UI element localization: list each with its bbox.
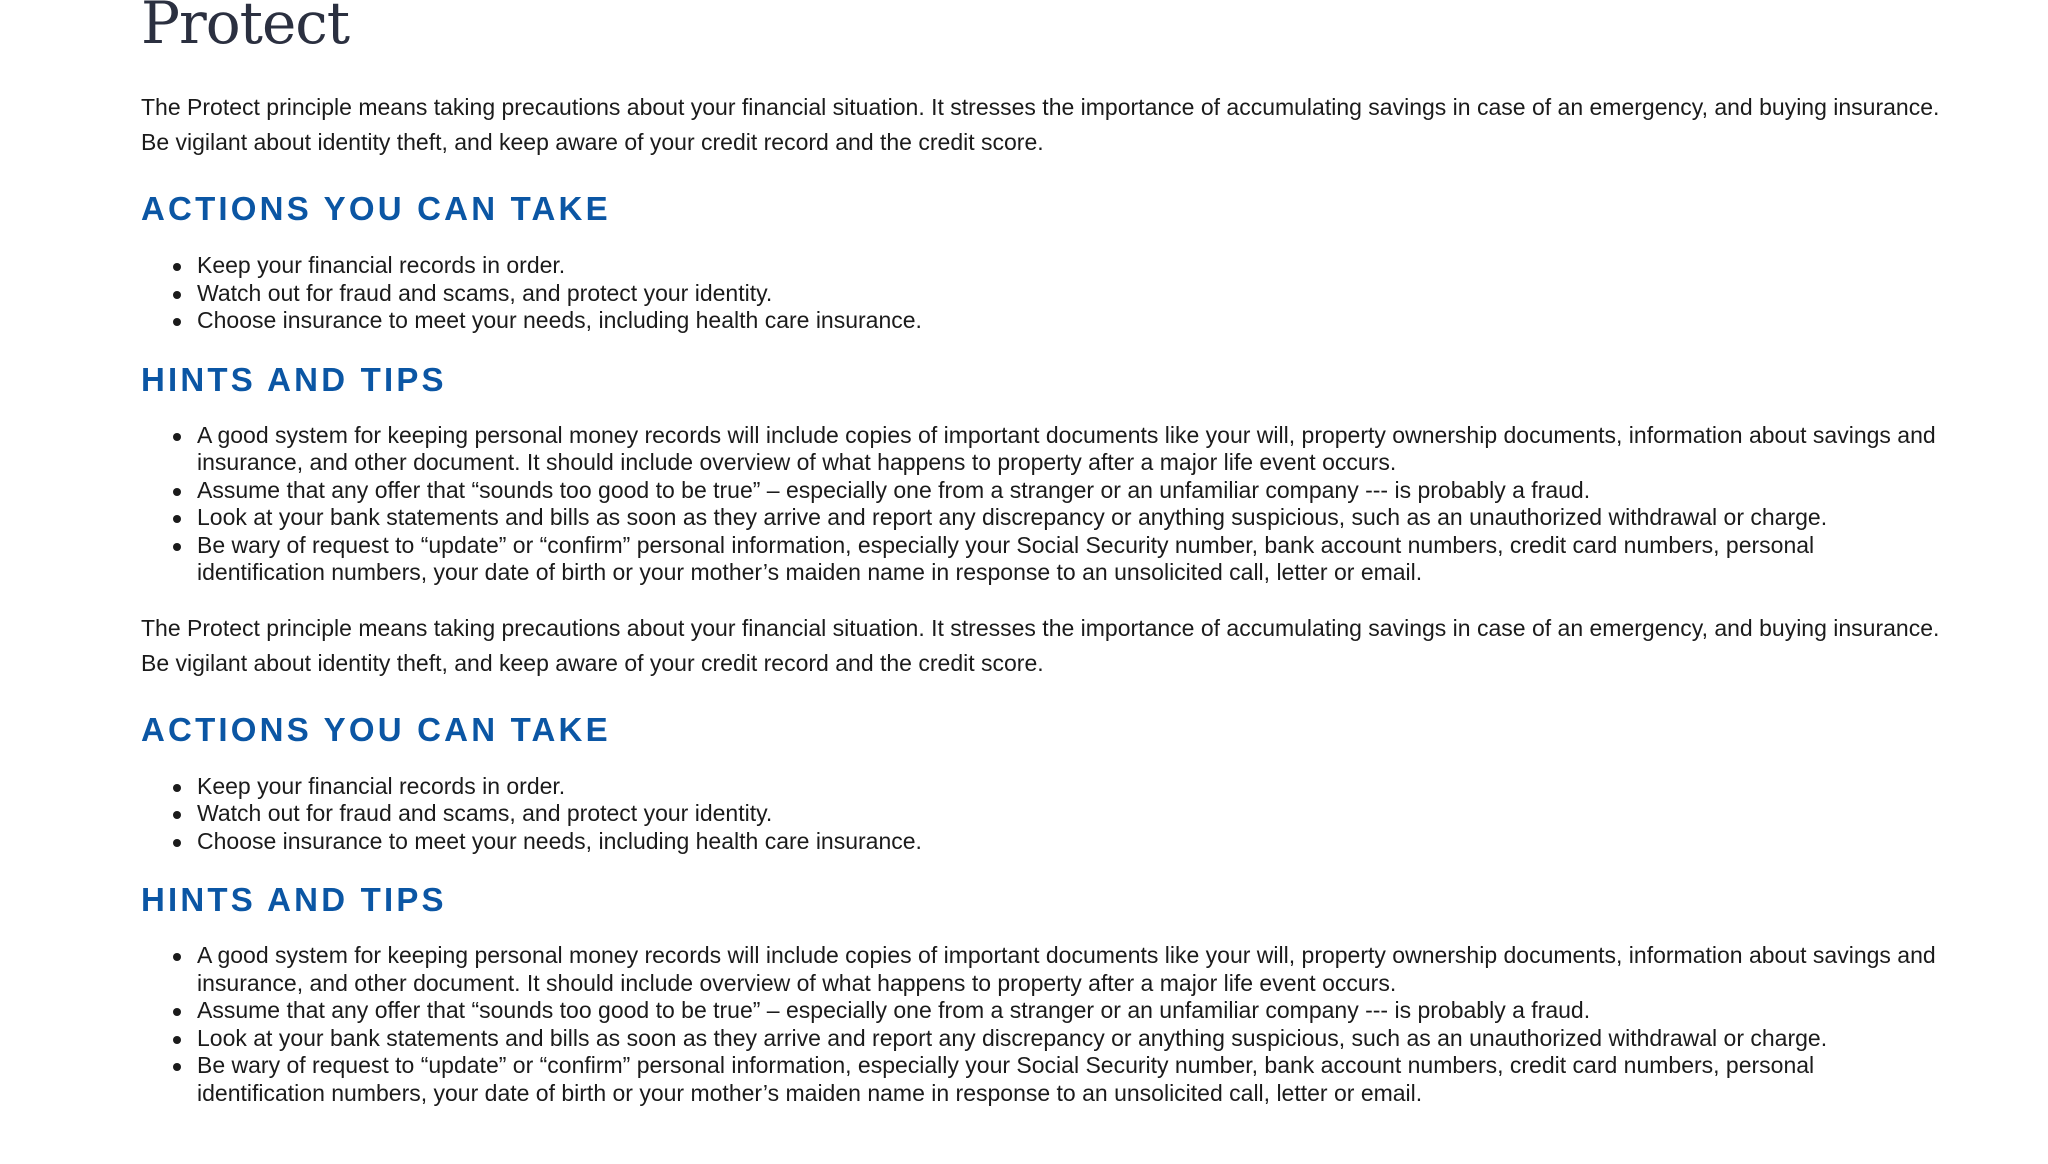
hints-heading: HINTS AND TIPS [141,881,447,918]
action-item: Keep your financial records in order. [197,252,1941,280]
action-item: Watch out for fraud and scams, and protect your identity. [197,800,1941,828]
actions-heading: ACTIONS YOU CAN TAKE [141,710,611,748]
action-item: Keep your financial records in order. [197,773,1941,801]
hint-item: Assume that any offer that “sounds too good to be true” – especially one from a stranger or an unfamiliar company --- is probably a fraud. [197,997,1941,1025]
actions-list [141,252,1941,335]
action-item: Choose insurance to meet your needs, including health care insurance. [197,828,1941,856]
hint-item: A good system for keeping personal money records will include copies of important documents like your will, property ownership documents, information about savings and insurance, and other document. It should include overview of what happens to property after a major life event occurs. [197,942,1941,997]
hints-list [141,942,1941,1107]
action-item: Choose insurance to meet your needs, including health care insurance. [197,307,1941,335]
hint-item: Look at your bank statements and bills as soon as they arrive and report any discrepancy or anything suspicious, such as an unauthorized withdrawal or charge. [197,1025,1941,1053]
hints-heading: HINTS AND TIPS [141,360,447,398]
hint-item: A good system for keeping personal money records will include copies of important documents like your will, property ownership documents, information about savings and insurance, and other document. It should include overview of what happens to property after a major life event occurs. [197,422,1941,477]
page-title: Protect [141,0,350,57]
actions-list [141,773,1941,856]
action-item: Watch out for fraud and scams, and protect your identity. [197,280,1941,308]
hint-item: Be wary of request to “update” or “confirm” personal information, especially your Social Security number, bank account numbers, credit card numbers, personal identification numbers, your date of birth or your mother’s maiden name in response to an unsolicited call, letter or email. [197,1052,1941,1107]
hints-list [141,422,1941,587]
intro-paragraph: The Protect principle means taking precautions about your financial situation. It stresses the importance of accumulating savings in case of an emergency, and buying insurance. Be vigilant about identity theft, and keep aware of your credit record and the credit score. [141,614,1940,676]
hint-item: Be wary of request to “update” or “confirm” personal information, especially your Social Security number, bank account numbers, credit card numbers, personal identification numbers, your date of birth or your mother’s maiden name in response to an unsolicited call, letter or email. [197,532,1941,587]
actions-heading: ACTIONS YOU CAN TAKE [141,190,611,227]
article-content [141,0,1941,1107]
hint-item: Assume that any offer that “sounds too good to be true” – especially one from a stranger or an unfamiliar company --- is probably a fraud. [197,477,1941,505]
intro-paragraph: The Protect principle means taking precautions about your financial situation. It stresses the importance of accumulating savings in case of an emergency, and buying insurance. Be vigilant about identity theft, and keep aware of your credit record and the credit score. [141,94,1940,155]
hint-item: Look at your bank statements and bills as soon as they arrive and report any discrepancy or anything suspicious, such as an unauthorized withdrawal or charge. [197,504,1941,532]
